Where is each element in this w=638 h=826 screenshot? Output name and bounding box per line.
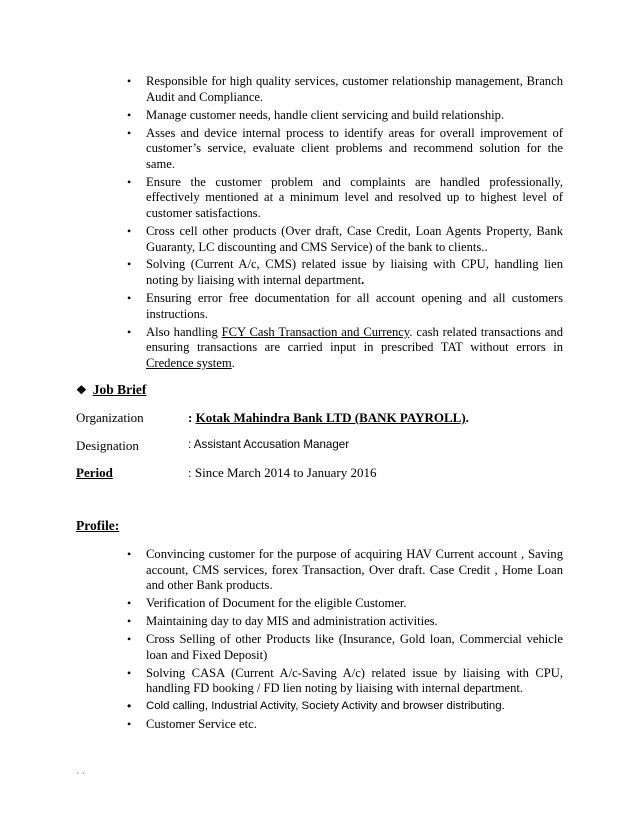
bullet-icon: •: [127, 291, 132, 306]
bullet-icon: •: [127, 223, 132, 238]
list-item-text: Verification of Document for the eligible Customer.: [146, 596, 407, 611]
designation-label: Designation: [76, 438, 139, 453]
list-item: [123, 632, 563, 663]
list-item: [123, 596, 563, 612]
bullet-icon: •: [127, 665, 132, 680]
list-item-text: Responsible for high quality services, customer relationship management, Branch Audit and Compliance.: [146, 74, 563, 104]
list-item-text: FCY Cash Transaction and Currency: [221, 324, 410, 339]
list-item-text: .: [231, 355, 235, 370]
list-item: [123, 175, 563, 222]
list-item-text: Convincing customer for the purpose of acquiring HAV Current account , Saving account, CMS services, forex Transaction, Over draft. Case Credit , Home Loan and other Bank products.: [146, 547, 563, 593]
bullet-icon: •: [127, 596, 132, 611]
page-footer: ` `: [76, 772, 86, 783]
organization-value: : Kotak Mahindra Bank LTD (BANK PAYROLL).: [188, 410, 469, 425]
list-item: [123, 717, 563, 733]
list-item: [123, 126, 563, 173]
list-item: [123, 291, 563, 322]
bullet-icon: •: [127, 174, 132, 189]
job-brief-heading: ❖ Job Brief: [76, 382, 147, 397]
list-item-text: Cross Selling of other Products like (Insurance, Gold loan, Commercial vehicle loan and Fixed Deposit): [146, 632, 563, 662]
list-item: [123, 666, 563, 697]
list-item: [123, 325, 563, 372]
list-item-text: Solving (Current A/c, CMS) related issue by liaising with CPU, handling lien noting by liaising with internal department: [146, 257, 563, 288]
profile-list: [123, 547, 563, 735]
bullet-icon: •: [127, 547, 132, 561]
bullet-icon: •: [127, 324, 132, 339]
bullet-icon: •: [127, 699, 132, 714]
list-item-text: Cold calling, Industrial Activity, Society Activity and browser distributing.: [146, 700, 505, 713]
list-item-text: Customer Service etc.: [146, 717, 257, 732]
bullet-icon: •: [127, 614, 132, 629]
profile-heading: Profile:: [76, 518, 120, 533]
list-item: [123, 74, 563, 105]
bullet-icon: •: [127, 717, 132, 732]
list-item-text: Asses and device internal process to identify areas for overall improvement of customer’s service, evaluate client problems and recommend solution for the same.: [146, 125, 563, 171]
list-item-text: Manage customer needs, handle client servicing and build relationship.: [146, 107, 505, 122]
list-item: [123, 699, 563, 715]
period-value: : Since March 2014 to January 2016: [188, 465, 377, 480]
list-item: [123, 257, 563, 288]
organization-label: Organization: [76, 410, 144, 425]
bullet-icon: •: [127, 632, 132, 647]
list-item: [123, 614, 563, 630]
period-label: Period: [76, 465, 113, 480]
list-item-text: Credence system: [146, 355, 232, 370]
list-item-text: . cash related transactions and ensuring transactions are carried input in prescribed TAT without errors in: [146, 324, 563, 355]
bullet-icon: •: [127, 74, 132, 88]
list-item: [123, 547, 563, 594]
list-item: [123, 224, 563, 255]
diamond-bullet-icon: ❖: [76, 383, 87, 397]
bullet-icon: •: [127, 125, 132, 140]
bullet-icon: •: [127, 257, 132, 272]
bullet-icon: •: [127, 107, 132, 122]
list-item-text: .: [361, 273, 365, 288]
list-item-text: Ensuring error free documentation for all account opening and all customers instructions.: [146, 291, 563, 321]
list-item: [123, 108, 563, 124]
designation-value: : Assistant Accusation Manager: [188, 438, 350, 451]
list-item-text: Cross cell other products (Over draft, Case Credit, Loan Agents Property, Bank Guaranty, LC discounting and CMS Service) of the bank to clients..: [146, 223, 563, 254]
list-item-text: Also handling: [146, 324, 222, 339]
list-item-text: Solving CASA (Current A/c-Saving A/c) related issue by liaising with CPU, handling FD booking / FD lien noting by liaising with internal department.: [146, 665, 563, 696]
list-item-text: Maintaining day to day MIS and administration activities.: [146, 614, 438, 629]
list-item-text: Ensure the customer problem and complaints are handled professionally, effectively mentioned at a minimum level and resolved up to highest level of customer satisfactions.: [146, 174, 563, 220]
responsibilities-list: [123, 74, 563, 374]
